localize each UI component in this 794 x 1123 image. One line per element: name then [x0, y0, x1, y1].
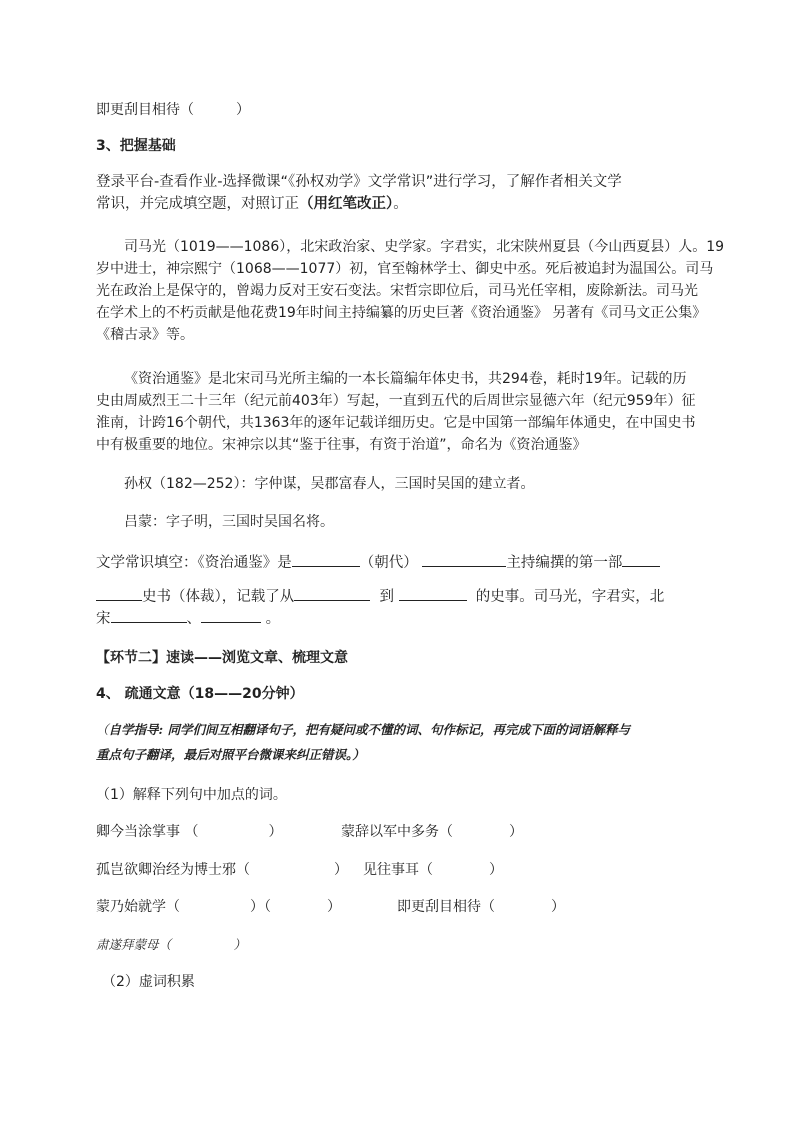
- section-heading: 4、 疏通文意（18——20分钟）: [96, 686, 304, 702]
- section-heading: 3、把握基础: [96, 138, 176, 154]
- text-line: [96, 194, 408, 214]
- text-span: 到: [379, 589, 394, 605]
- blank-occupation-2[interactable]: [201, 608, 261, 623]
- blank-to[interactable]: [399, 586, 467, 601]
- fill-in-line: [96, 586, 664, 607]
- text-line: 即更刮目相待（ ）: [96, 102, 250, 118]
- fill-in-line: [96, 552, 660, 573]
- paragraph-line: 《资治通鉴》是北宋司马光所主编的一本长篇编年体史书，共294卷，耗时19年。记载的历: [124, 371, 687, 387]
- emphasis-text: （用红笔改正）: [299, 196, 394, 212]
- paragraph-line: 史由周威烈王二十三年（纪元前403年）写起，一直到五代的后周世宗显德六年（纪元959年）征: [96, 393, 696, 409]
- text-span: 宋: [96, 611, 111, 627]
- question-item: 肃遂拜蒙母（ ）: [96, 937, 247, 952]
- text-line: 登录平台-查看作业-选择微课“《孙权劝学》文学常识”进行学习，了解作者相关文学: [96, 174, 622, 190]
- blank-genre-2[interactable]: [96, 586, 142, 601]
- question-heading: （1）解释下列句中加点的词。: [96, 787, 287, 803]
- paragraph-line: 中有极重要的地位。宋神宗以其“鉴于往事，有资于治道”，命名为《资治通鉴》: [96, 437, 587, 453]
- text-span: 的史事。司马光，字君实，北: [475, 589, 665, 605]
- fill-in-line: [96, 608, 280, 629]
- guide-label: 自学指导:: [108, 722, 164, 737]
- blank-from[interactable]: [294, 586, 370, 601]
- section-heading: 【环节二】速读——浏览文章、梳理文意: [96, 650, 348, 666]
- paragraph-line: 吕蒙：字子明，三国时吴国名将。: [124, 514, 334, 530]
- paragraph-line: 岁中进士，神宗熙宁（1068——1077）初，官至翰林学士、御史中丞。死后被追封为温国公。司马: [96, 261, 714, 277]
- question-item: 即更刮目相待（ ）: [397, 899, 565, 915]
- question-item: 孤岂欲卿治经为博士邪（ ）: [96, 862, 348, 878]
- paragraph-line: 司马光（1019——1086），北宋政治家、史学家。字君实，北宋陕州夏县（今山西夏县）人。19: [124, 239, 725, 255]
- question-item: 卿今当涂掌事 （ ）: [96, 824, 283, 840]
- text-span: （: [96, 722, 109, 737]
- paragraph-line: 光在政治上是保守的，曾竭力反对王安石变法。宋哲宗即位后，司马光任宰相，废除新法。司马光: [96, 283, 698, 299]
- blank-genre-1[interactable]: [622, 552, 660, 567]
- question-heading: （2）虚词积累: [102, 974, 195, 990]
- paragraph-line: 在学术上的不朽贡献是他花费19年时间主持编纂的历史巨著《资治通鉴》 另著有《司马文正公集》: [96, 305, 707, 321]
- text-span: 史书（体裁），记载了从: [142, 589, 295, 605]
- blank-dynasty[interactable]: [292, 552, 360, 567]
- paragraph-line: 淮南，计跨16个朝代，共1363年的逐年记载详细历史。它是中国第一部编年体通史，在中国史书: [96, 415, 696, 431]
- text-span: （朝代）: [359, 555, 418, 571]
- question-item: 见往事耳（ ）: [363, 862, 503, 878]
- guide-line: 重点句子翻译，最后对照平台微课来纠正错误。）: [96, 747, 365, 762]
- text-span: 常识，并完成填空题，对照订正: [96, 196, 299, 212]
- text-span: 同学们间互相翻译句子，把有疑问或不懂的词、句作标记，再完成下面的词语解释与: [163, 722, 630, 737]
- blank-occupation-1[interactable]: [111, 608, 187, 623]
- guide-line: [96, 720, 630, 740]
- text-span: 文学常识填空：《资治通鉴》是: [96, 555, 292, 571]
- question-item: 蒙乃始就学（ ）（ ）: [96, 899, 341, 915]
- text-span: 、: [186, 611, 201, 627]
- paragraph-line: 孙权（182—252）：字仲谋，吴郡富春人，三国时吴国的建立者。: [124, 476, 535, 492]
- text-span: 。: [393, 196, 408, 212]
- text-span: 主持编撰的第一部: [506, 555, 623, 571]
- paragraph-line: 《稽古录》等。: [96, 327, 194, 343]
- blank-editor[interactable]: [422, 552, 506, 567]
- text-span: 。: [265, 611, 281, 627]
- question-item: 蒙辞以军中多务（ ）: [341, 824, 523, 840]
